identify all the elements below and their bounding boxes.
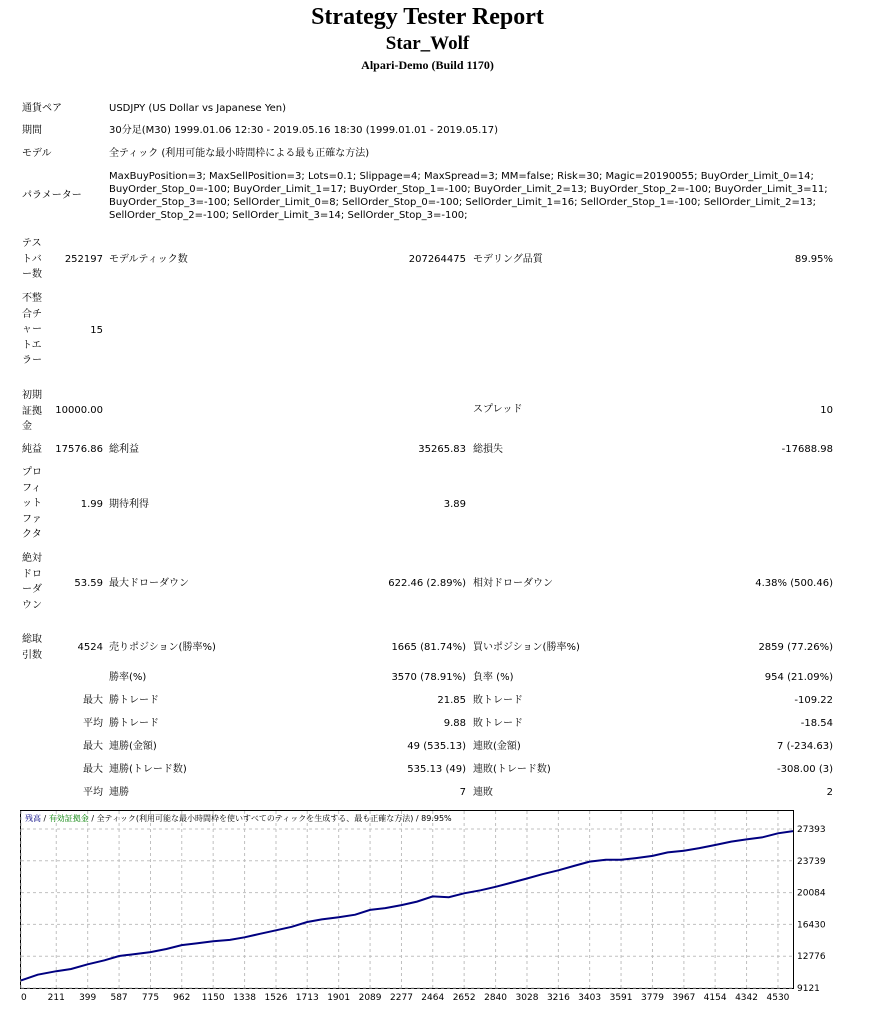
max-consec-profit-label: 連勝(トレード数) <box>109 764 187 775</box>
model-label: モデル <box>22 148 52 159</box>
plot-frame <box>21 811 794 989</box>
expected-payoff-value: 3.89 <box>443 499 466 510</box>
gross-loss-value: -17688.98 <box>781 444 833 455</box>
balance-chart <box>20 810 875 1012</box>
quality-value: 89.95% <box>794 254 833 265</box>
total-trades-label: 総取引数 <box>22 634 42 661</box>
avg-loss-label: 敗トレード <box>473 718 523 729</box>
loss-pct-value: 954 (21.09%) <box>764 672 833 683</box>
max-consec-loss-label: 連敗(トレード数) <box>473 764 551 775</box>
x-tick-label: 211 <box>47 993 65 1003</box>
loss-pct-label: 負率 (%) <box>473 672 514 683</box>
legend-separator: / <box>88 814 97 823</box>
largest-loss-value: -109.22 <box>794 695 833 706</box>
avg-consec-losses-value: 2 <box>826 787 833 798</box>
rel-drawdown-value: 4.38% (500.46) <box>755 578 833 589</box>
largest-win-label: 勝トレード <box>109 695 159 706</box>
x-tick-label: 3028 <box>515 993 539 1003</box>
profit-factor-label: プロフィットファクタ <box>22 467 42 540</box>
x-tick-label: 4154 <box>703 993 727 1003</box>
mismatch-value: 15 <box>90 325 103 336</box>
legend-separator: / <box>41 814 49 823</box>
avg-consec-losses-label: 連敗 <box>473 787 493 798</box>
net-value: 17576.86 <box>55 444 103 455</box>
x-tick-label: 1150 <box>201 993 225 1003</box>
x-tick-label: 587 <box>110 993 128 1003</box>
deposit-label: 初期証拠金 <box>22 390 42 432</box>
y-tick-label: 16430 <box>797 920 826 931</box>
rel-drawdown-label: 相対ドローダウン <box>473 578 553 589</box>
max-consec-profit-value: 535.13 (49) <box>407 764 466 775</box>
symbol-value: USDJPY (US Dollar vs Japanese Yen) <box>109 103 287 114</box>
max-drawdown-value: 622.46 (2.89%) <box>388 578 466 589</box>
x-tick-label: 0 <box>21 993 27 1003</box>
max-consec-loss-value: -308.00 (3) <box>777 764 833 775</box>
y-tick-label: 23739 <box>797 856 826 867</box>
legend-model: 全ティック(利用可能な最小時間枠を使いすべてのティックを生成する、最も正確な方法) <box>96 814 414 823</box>
largest-win-value: 21.85 <box>437 695 466 706</box>
quality-label: モデリング品質 <box>473 254 543 265</box>
period-label: 期間 <box>22 125 42 136</box>
y-tick-label: 9121 <box>797 984 820 994</box>
net-label: 純益 <box>22 444 42 455</box>
total-trades-value: 4524 <box>77 642 103 653</box>
avg-loss-value: -18.54 <box>800 718 833 729</box>
y-tick-label: 20084 <box>797 888 826 899</box>
x-tick-label: 3779 <box>641 993 664 1003</box>
x-tick-label: 775 <box>141 993 160 1003</box>
params-label: パラメーター <box>22 190 82 201</box>
server-info: Alpari-Demo (Build 1170) <box>361 58 494 72</box>
avg-win-label: 勝トレード <box>109 718 159 729</box>
bars-value: 252197 <box>64 254 103 265</box>
x-tick-label: 3403 <box>578 993 602 1003</box>
ticks-label: モデルティック数 <box>109 254 188 265</box>
max-consec-count-prefix: 最大 <box>83 764 103 775</box>
deposit-value: 10000.00 <box>55 405 103 416</box>
params-line: BuyOrder_Stop_3=-100; SellOrder_Limit_0=8; SellOrder_Stop_0=-100; SellOrder_Limit_1=16; SellOrder_Stop_1=-100; SellOrder_Limit_2=13; <box>109 197 816 208</box>
y-axis-labels <box>797 825 826 994</box>
x-tick-label: 962 <box>173 993 191 1003</box>
win-pct-value: 3570 (78.91%) <box>391 672 466 683</box>
abs-drawdown-label: 絶対ドローダウン <box>22 553 42 611</box>
params-line: SellOrder_Stop_2=-100; SellOrder_Limit_3=14; SellOrder_Stop_3=-100; <box>109 210 468 221</box>
long-positions-label: 買いポジション(勝率%) <box>473 642 580 653</box>
max-drawdown-label: 最大ドローダウン <box>109 578 189 589</box>
max-consec-wins-label: 連勝(金額) <box>109 741 157 752</box>
long-positions-value: 2859 (77.26%) <box>758 642 833 653</box>
x-tick-label: 1526 <box>264 993 288 1003</box>
gross-loss-label: 総損失 <box>473 444 503 455</box>
x-tick-label: 3591 <box>609 993 633 1003</box>
spread-label: スプレッド <box>473 404 523 415</box>
x-tick-label: 4530 <box>766 993 790 1003</box>
legend-separator: / <box>413 814 422 823</box>
y-tick-label: 12776 <box>797 952 826 963</box>
report-title: Strategy Tester Report <box>311 4 544 30</box>
legend-balance: 残高 <box>25 814 41 823</box>
legend-equity: 有効証拠金 <box>48 814 89 823</box>
avg-consec-wins-value: 7 <box>459 787 466 798</box>
bars-label: テストバー数 <box>22 238 42 280</box>
x-tick-label: 2277 <box>390 993 413 1003</box>
short-positions-value: 1665 (81.74%) <box>391 642 466 653</box>
profit-factor-value: 1.99 <box>80 499 103 510</box>
x-tick-label: 1901 <box>327 993 351 1003</box>
ticks-value: 207264475 <box>408 254 466 265</box>
x-tick-label: 2840 <box>484 993 508 1003</box>
avg-consec-wins-label: 連勝 <box>109 787 129 798</box>
x-tick-label: 1713 <box>295 993 319 1003</box>
expected-payoff-label: 期待利得 <box>109 499 149 510</box>
x-tick-label: 2089 <box>358 993 382 1003</box>
avg-win-value: 9.88 <box>443 718 466 729</box>
ea-name: Star_Wolf <box>385 33 470 54</box>
x-tick-label: 2652 <box>452 993 476 1003</box>
x-tick-label: 3216 <box>546 993 570 1003</box>
params-line: BuyOrder_Stop_0=-100; BuyOrder_Limit_1=17; BuyOrder_Stop_1=-100; BuyOrder_Limit_2=13; BuyOrder_Stop_2=-100; BuyOrder_Limit_3=11; <box>109 184 828 195</box>
x-tick-label: 399 <box>79 993 97 1003</box>
x-tick-label: 1338 <box>233 993 257 1003</box>
short-positions-label: 売りポジション(勝率%) <box>109 642 216 653</box>
params-line: MaxBuyPosition=3; MaxSellPosition=3; Lots=0.1; Slippage=4; MaxSpread=3; MM=false; Risk=30; Magic=20190055; BuyOrder_Limit_0=14; <box>109 171 814 182</box>
max-consec-losses-value: 7 (-234.63) <box>777 741 833 752</box>
period-value: 30分足(M30) 1999.01.06 12:30 - 2019.05.16 18:30 (1999.01.01 - 2019.05.17) <box>109 125 498 136</box>
win-pct-label: 勝率(%) <box>109 672 147 683</box>
chart-legend <box>25 813 452 823</box>
largest-prefix: 最大 <box>83 695 103 706</box>
max-consec-prefix: 最大 <box>83 741 103 752</box>
max-consec-wins-value: 49 (535.13) <box>407 741 466 752</box>
abs-drawdown-value: 53.59 <box>74 578 103 589</box>
max-consec-losses-label: 連敗(金額) <box>473 741 521 752</box>
legend-quality: 89.95% <box>421 814 452 823</box>
largest-loss-label: 敗トレード <box>473 695 523 706</box>
y-tick-label: 27393 <box>797 825 826 835</box>
mismatch-label: 不整合チャートエラー <box>22 293 42 366</box>
average-prefix: 平均 <box>83 718 103 729</box>
spread-value: 10 <box>820 405 833 416</box>
x-axis-labels <box>21 993 790 1003</box>
avg-consec-prefix: 平均 <box>83 787 103 798</box>
gross-profit-label: 総利益 <box>109 444 139 455</box>
x-tick-label: 3967 <box>672 993 696 1003</box>
x-tick-label: 2464 <box>421 993 445 1003</box>
x-tick-label: 4342 <box>735 993 758 1003</box>
gross-profit-value: 35265.83 <box>418 444 466 455</box>
symbol-label: 通貨ペア <box>22 103 62 114</box>
model-value: 全ティック (利用可能な最小時間枠による最も正確な方法) <box>109 148 370 159</box>
